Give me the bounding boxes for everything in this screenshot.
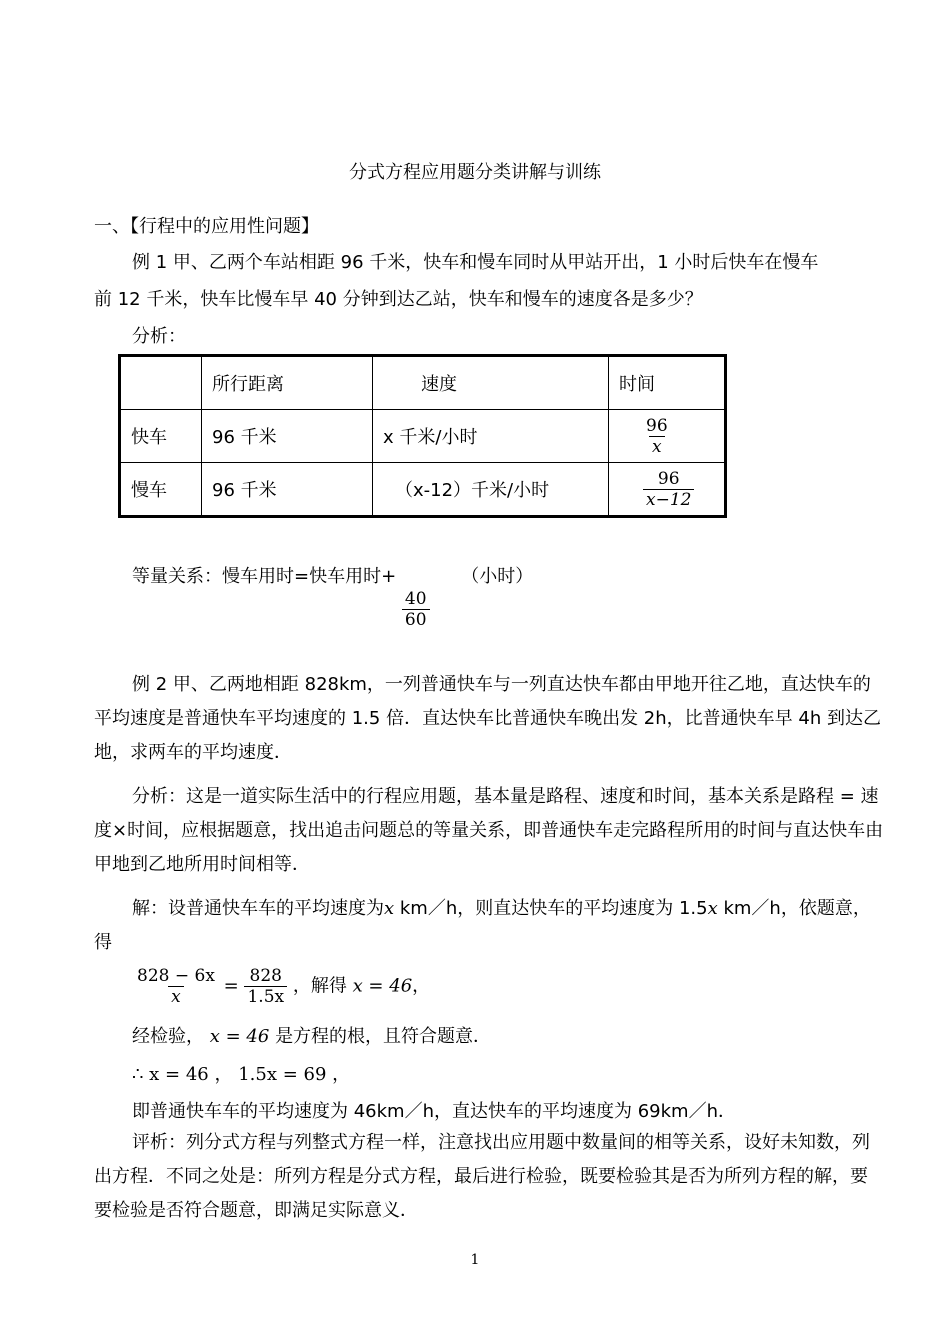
row-time xyxy=(609,463,726,517)
row-distance: 96 千米 xyxy=(202,410,373,463)
example2-text: 例 2 甲、乙两地相距 828km，一列普通快车与一列直达快车都由甲地开往乙地，直达快车的平均速度是普通快车平均速度的 1.5 倍．直达快车比普通快车晚出发 2h，比普通快车早 4h 到达乙地，求两车的平均速度． xyxy=(94,674,881,763)
page-title: 分式方程应用题分类讲解与训练 xyxy=(349,162,601,183)
fraction-numerator: 828 − 6x xyxy=(137,966,215,986)
table-header-cell: 时间 xyxy=(609,356,726,410)
table-header-cell: 所行距离 xyxy=(202,356,373,410)
row-time xyxy=(609,410,726,463)
time-fraction xyxy=(643,416,671,457)
solution-text: km／h，依题意，得 xyxy=(94,898,871,953)
table-row xyxy=(120,410,726,463)
fraction-numerator: 828 xyxy=(249,966,282,986)
comment-paragraph: 评析：列分式方程与列整式方程一样，注意找出应用题中数量间的相等关系，设好未知数，列出方程．不同之处是：所列方程是分式方程，最后进行检验，既要检验其是否为所列方程的解，要要检验是否符合题意，即满足实际意义． xyxy=(94,1132,870,1221)
variable-x: x xyxy=(384,898,395,919)
table-header-cell xyxy=(120,356,202,410)
fraction-denominator: x xyxy=(168,986,184,1007)
analysis-table xyxy=(118,354,727,518)
check-text: 经检验， xyxy=(132,1026,204,1047)
row-speed: （x-12）千米/小时 xyxy=(373,463,609,517)
page-number: 1 xyxy=(470,1252,480,1268)
analysis-label: 分析： xyxy=(132,326,186,347)
row-name: 慢车 xyxy=(120,463,202,517)
example1-line2: 前 12 千米，快车比慢车早 40 分钟到达乙站，快车和慢车的速度各是多少？ xyxy=(94,289,703,310)
equation-solution: x = 46 xyxy=(352,975,413,997)
table-row xyxy=(120,463,726,517)
table-header-row xyxy=(120,356,726,410)
example2-solution xyxy=(94,892,884,960)
equality-fraction xyxy=(402,589,430,630)
row-distance: 96 千米 xyxy=(202,463,373,517)
section-heading: 一、【行程中的应用性问题】 xyxy=(94,216,319,237)
fraction-numerator: 96 xyxy=(646,415,668,436)
fraction-numerator: 40 xyxy=(404,589,427,609)
therefore-line: ∴ x = 46 ， 1.5x = 69 ， xyxy=(132,1064,351,1085)
solve-text: ，解得 xyxy=(292,975,347,997)
check-value: x = 46 xyxy=(209,1026,270,1047)
fraction-denominator: x−12 xyxy=(643,489,694,510)
solution-text: km／h，则直达快车的平均速度为 1.5 xyxy=(394,898,708,919)
example2-analysis: 分析：这是一道实际生活中的行程应用题，基本量是路程、速度和时间，基本关系是路程 = 速度×时间，应根据题意，找出追击问题总的等量关系，即普通快车走完路程所用的时间与直达快车由甲地到乙地所用时间相等． xyxy=(94,786,884,875)
solution-text: 解：设普通快车车的平均速度为 xyxy=(132,898,384,919)
fraction-denominator: x xyxy=(649,436,665,457)
time-fraction xyxy=(643,469,694,510)
variable-x: x xyxy=(707,898,718,919)
equals-sign: = xyxy=(223,975,239,997)
row-speed: x 千米/小时 xyxy=(373,410,609,463)
equality-relation xyxy=(132,562,533,630)
fraction-denominator: 60 xyxy=(402,609,430,630)
row-name: 快车 xyxy=(120,410,202,463)
example1-line1: 例 1 甲、乙两个车站相距 96 千米，快车和慢车同时从甲站开出，1 小时后快车在慢车 xyxy=(132,252,819,273)
table-header-cell: 速度 xyxy=(373,356,609,410)
check-text: 是方程的根，且符合题意． xyxy=(275,1026,492,1047)
answer-line: 即普通快车车的平均速度为 46km／h，直达快车的平均速度为 69km／h． xyxy=(132,1101,736,1122)
check-line xyxy=(132,1022,491,1048)
equality-unit: （小时） xyxy=(461,566,534,587)
equation-line: $\frac{828 - 6x}{x}$ = $\frac{828}{1.5x}$ ，解得 x = 46， xyxy=(134,966,430,1007)
fraction-denominator: 1.5x xyxy=(244,986,287,1007)
equality-text: 等量关系：慢车用时=快车用时+ xyxy=(132,566,397,587)
equation-left-fraction xyxy=(134,966,218,1007)
fraction-numerator: 96 xyxy=(657,468,680,489)
equation-right-fraction xyxy=(244,966,287,1007)
